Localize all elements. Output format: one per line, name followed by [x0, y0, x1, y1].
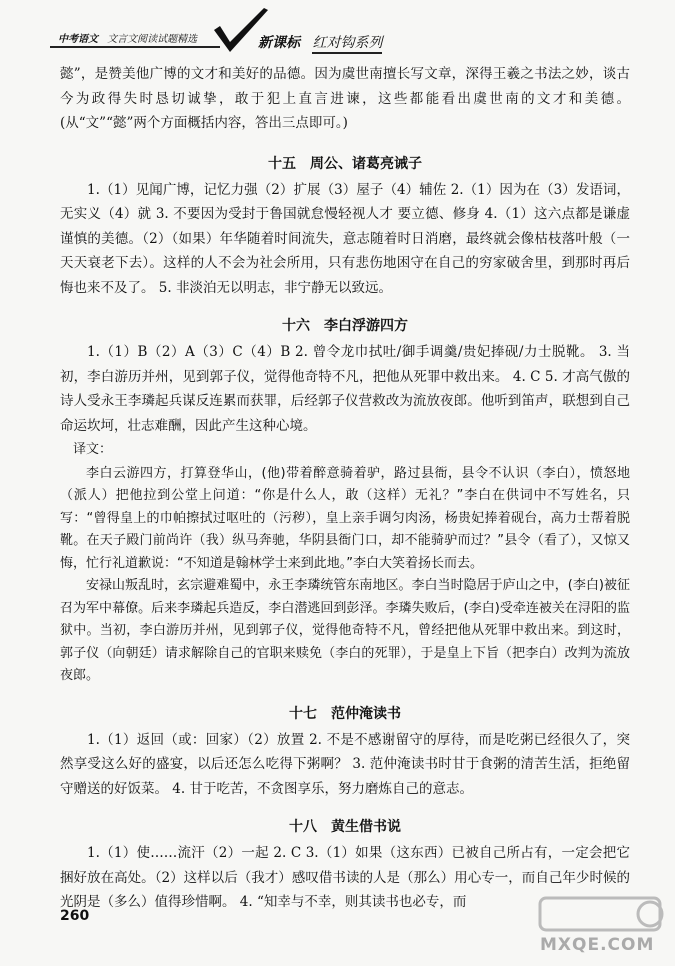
- header-rule: [50, 46, 220, 48]
- intro-paragraph: 懿”，是赞美他广博的文才和美好的品德。因为虞世南擅长写文章，深得王羲之书法之妙，谈古今为政得失时恳切诚挚，敢于犯上直言进谏，这些都能看出虞世南的文才和美德。(从“文”“懿”两个方面概括内容，答出三点即可。): [60, 66, 630, 131]
- watermark-text: MXQE.COM: [540, 935, 655, 955]
- header-left: [58, 30, 197, 45]
- header-right: [258, 32, 382, 52]
- page-number: 260: [60, 908, 90, 924]
- section-title-17: 十七 范仲淹读书: [289, 705, 401, 722]
- page-header: [0, 0, 675, 58]
- translation-paragraph: 安禄山叛乱时，玄宗避难蜀中，永王李璘统管东南地区。李白当时隐居于庐山之中，(李白)被征召为军中幕僚。后来李璘起兵造反，李白潜逃回到彭泽。李璘失败后，(李白)受牵连被关在浔阳的监狱中。当初，李白游历并州，见到郭子仪，觉得他奇特不凡，曾经把他从死罪中救出来。到这时，郭子仪（向朝廷）请求解除自己的官职来赎免（李白的死罪），于是皇上下旨（把李白）改判为流放夜郎。: [60, 578, 630, 683]
- section-title-15: 十五 周公、诸葛亮诫子: [268, 155, 422, 172]
- translation-label: 译文：: [73, 442, 113, 457]
- book-subtitle: 文言文阅读试题精选: [107, 34, 198, 45]
- section-18-answers: 1.（1）使……流汗（2）一起 2. C 3.（1）如果（这东西）已被自己所占有，一定会把它捆好放在高处。（2）这样以后（我才）感叹借书读的人是（那么）用心专一，而自己年少时候的光阴是（多么）值得珍惜啊。 4. “知幸与不幸，则其读书也必专，而: [60, 845, 630, 910]
- series-name: 中考语文: [58, 34, 98, 45]
- page-content: [60, 62, 630, 915]
- section-15-answers: 1.（1）见闻广博，记忆力强（2）扩展（3）屋子（4）辅佐 2.（1）因为在（3）发语词，无实义（4）就 3. 不要因为受封于鲁国就怠慢轻视人才 要立德、修身 4.（1）这六点都是谦虚谨慎的美德。（2）（如果）年华随着时间流失，意志随着时日消磨，最终就会像枯枝落叶般（一天天衰老下去）。这样的人不会为社会所用，只有悲伤地困守在自己的穷家破舍里，到那时再后悔也来不及了。 5. 非淡泊无以明志，非宁静无以致远。: [60, 181, 630, 296]
- section-17-answers: 1.（1）返回（或：回家）（2）放置 2. 不是不感谢留守的厚待，而是吃粥已经很久了，突然享受这么好的盛宴，以后还怎么吃得下粥啊？ 3. 范仲淹读书时甘于食粥的清苦生活，拒绝留守赠送的好饭菜。 4. 甘于吃苦，不贪图享乐，努力磨炼自己的意志。: [60, 731, 630, 797]
- translation-paragraph: 李白云游四方，打算登华山，(他)带着醉意骑着驴，路过县衙，县令不认识（李白），愤怒地（派人）把他拉到公堂上问道：“你是什么人，敢（这样）无礼？”李白在供词中不写姓名，只写：“曾得皇上的巾帕擦拭过呕吐的（污秽），皇上亲手调匀肉汤，杨贵妃捧着砚台，高力士帮着脱靴。在天子殿门前尚许（我）纵马奔驰，华阴县衙门口，却不能骑驴而过？”县令（看了），又惊又悔，忙行礼道歉说：“不知道是翰林学士来到此地。”李白大笑着扬长而去。: [60, 465, 630, 571]
- series-brand: 红对钩系列: [312, 35, 382, 54]
- section-title-16: 十六 李白浮游四方: [282, 318, 408, 334]
- section-16-answers: 1.（1）B（2）A（3）C（4）B 2. 曾令龙巾拭吐/御手调羹/贵妃捧砚/力士脱靴。 3. 当初，李白游历并州，见到郭子仪，觉得他奇特不凡，把他从死罪中救出来。 4. C 5. 才高气傲的诗人受永王李璘起兵谋反连累而获罪，后经郭子仪营救改为流放夜郎。他听到笛声，联想到自己命运坎坷，壮志难酬，因此产生这种心境。: [60, 344, 630, 434]
- section-title-18: 十八 黄生借书说: [289, 819, 401, 835]
- section-16-translation: [60, 463, 630, 688]
- brand-name: 新课标: [258, 35, 300, 51]
